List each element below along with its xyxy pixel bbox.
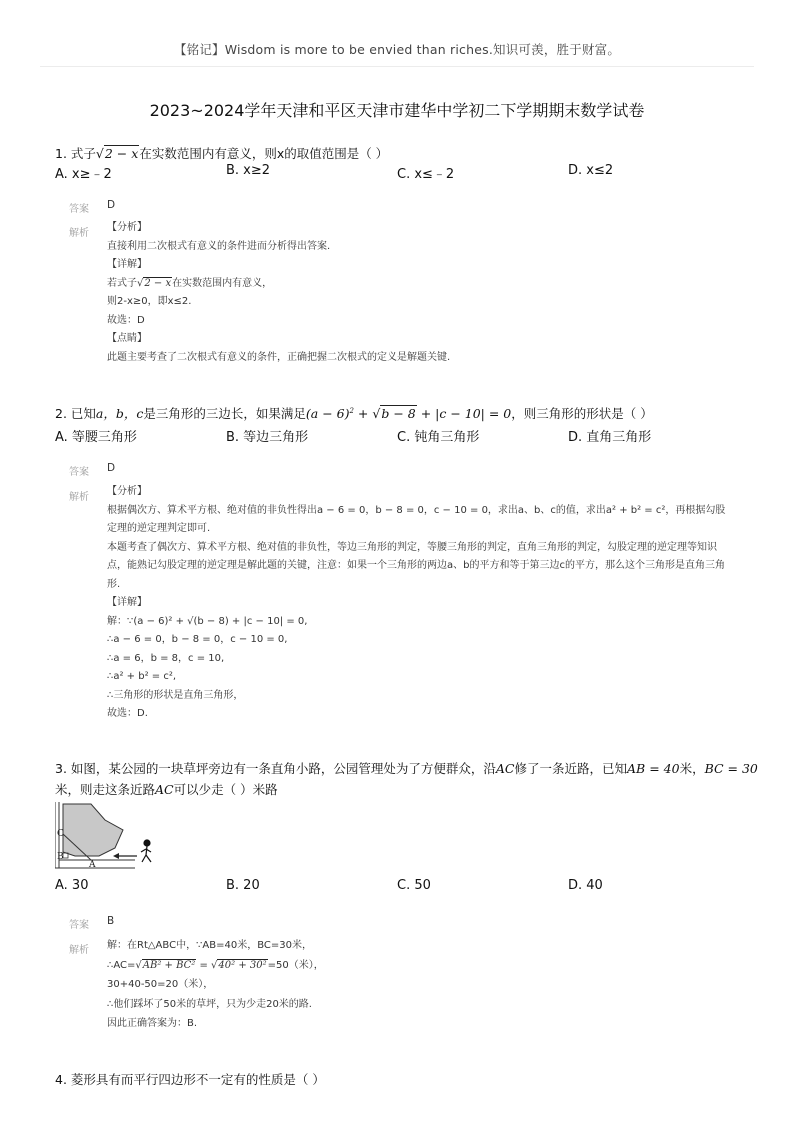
q3-ana-l1: 解：在Rt△ABC中，∵AB=40米，BC=30米， [107, 940, 313, 951]
q3-analysis [107, 936, 727, 1034]
q3-analysis-label: 解析 [69, 945, 89, 956]
q2-option-c[interactable]: C. 钝角三角形 [397, 430, 480, 445]
q3-answer-label: 答案 [69, 920, 89, 931]
q2-ana-s6: 故选：D. [107, 708, 148, 719]
q1-prefix: 1. 式子 [55, 146, 96, 161]
q3-park-figure [55, 800, 165, 872]
question-2-options [55, 426, 745, 444]
q2-ana-s3: ∴a = 6，b = 8，c = 10, [107, 652, 225, 664]
q2-answer-value: D [107, 462, 116, 474]
q2-xiangjie: 【详解】 [107, 597, 147, 608]
q1-dianjing: 【点睛】 [107, 333, 147, 344]
q2-ana-s4: ∴a² + b² = c², [107, 671, 177, 682]
q1-suffix: 在实数范围内有意义，则x的取值范围是（ ） [139, 146, 389, 161]
q2-ana-p2: 本题考查了偶次方、算术平方根、绝对值的非负性，等边三角形的判定，等腰三角形的判定，直角三角形的判定，勾股定理的逆定理等知识点，能熟记勾股定理的逆定理是解此题的关键，注意：如果一个三角形的两边a、b的平方和等于第三边c的平方，那么这个三角形是直角三角形. [107, 541, 725, 590]
q1-option-d[interactable]: D. x≤2 [568, 163, 614, 178]
q1-analysis-label: 解析 [69, 228, 89, 239]
q3-ana-l5: 因此正确答案为：B. [107, 1018, 198, 1029]
q2-option-a[interactable]: A. 等腰三角形 [55, 430, 137, 445]
q2-vars: a，b，c [95, 406, 144, 421]
person-icon [141, 840, 151, 862]
q1-sqrt-sign: √ [95, 146, 104, 161]
q1-ana-line2: 若式子√2 − x在实数范围内有意义， [107, 277, 273, 289]
q2-option-b[interactable]: B. 等边三角形 [226, 430, 309, 445]
q2-ana-s2: ∴a − 6 = 0，b − 8 = 0，c − 10 = 0, [107, 634, 288, 645]
q2-formula: $(a - 6)^2 + √b - 8 + |c - 10| = 0$ [305, 406, 512, 421]
lawn-shape [63, 804, 123, 856]
header-motto: 【铭记】Wisdom is more to be envied than riches.知识可羡，胜于财富。 [173, 42, 621, 57]
q1-answer-value: D [107, 199, 116, 211]
q3-ana-l4: ∴他们踩坏了50米的草坪，只为少走20米的路. [107, 998, 312, 1010]
header-divider [40, 66, 754, 67]
q3-ana-l3: 30+40-50=20（米）， [107, 979, 214, 990]
page-title: 2023~2024学年天津和平区天津市建华中学初二下学期期末数学试卷 [149, 101, 645, 120]
q1-option-c[interactable]: C. x≤﹣2 [397, 167, 455, 182]
q1-radicand: 2 − x [104, 146, 139, 161]
question-2-stem: 2. 已知a，b，c是三角形的三边长，如果满足$(a - 6)^2 + √b - 8 + |c - 10| = 0$，则三角形的形状是（ ） [55, 406, 653, 421]
q1-ana-line4: 故选：D [107, 314, 145, 326]
q1-ana-line3: 则2-x≥0，即x≤2. [107, 296, 192, 307]
question-4-stem: 4. 菱形具有而平行四边形不一定有的性质是（ ） [55, 1072, 325, 1087]
q1-option-a[interactable]: A. x≥﹣2 [55, 167, 112, 182]
question-1-stem [55, 144, 745, 162]
q3-option-a[interactable]: A. 30 [55, 878, 89, 893]
q1-analysis [107, 219, 727, 367]
q3-ana-l2: ∴AC=√AB² + BC² = √40² + 30²=50（米）， [107, 959, 324, 971]
q3-line1: 3. 如图，某公园的一块草坪旁边有一条直角小路，公园管理处为了方便群众，沿AC修了一条近路，已知AB = 40米，BC = 30 [55, 761, 758, 776]
label-c: C [57, 829, 64, 839]
label-b: B [57, 852, 64, 862]
q3-line2: 米，则走这条近路AC可以少走（ ）米路 [55, 782, 278, 797]
question-1-options [55, 163, 745, 181]
q3-option-b[interactable]: B. 20 [226, 878, 260, 893]
label-a: A [89, 860, 96, 870]
q3-option-d[interactable]: D. 40 [568, 878, 603, 893]
q2-ana-p1: 根据偶次方、算术平方根、绝对值的非负性得出a − 6 = 0，b − 8 = 0，c − 10 = 0，求出a、b、c的值，求出a² + b² = c²，再根据勾股定理的逆定理判定即可. [107, 504, 726, 534]
q3-option-c[interactable]: C. 50 [397, 878, 431, 893]
q1-option-b[interactable]: B. x≥2 [226, 163, 271, 178]
q3-answer-value: B [107, 915, 115, 927]
q2-analysis-label: 解析 [69, 492, 89, 503]
q1-xiangjie: 【详解】 [107, 259, 147, 270]
question-3-stem [55, 758, 758, 800]
q2-fenxi: 【分析】 [107, 486, 147, 497]
q1-fenxi: 【分析】 [107, 222, 147, 233]
q1-answer-label: 答案 [69, 204, 89, 215]
q1-ana-line1: 直接利用二次根式有意义的条件进而分析得出答案. [107, 240, 331, 252]
q2-ana-s5: ∴三角形的形状是直角三角形， [107, 689, 244, 701]
q2-answer-label: 答案 [69, 467, 89, 478]
arrow-head [113, 853, 119, 859]
q2-option-d[interactable]: D. 直角三角形 [568, 430, 652, 445]
q2-analysis [107, 483, 727, 724]
q1-ana-line5: 此题主要考查了二次根式有意义的条件，正确把握二次根式的定义是解题关键. [107, 351, 451, 363]
question-3-options [55, 878, 745, 896]
q2-ana-s1: 解：∵(a − 6)² + √(b − 8) + |c − 10| = 0, [107, 615, 308, 627]
